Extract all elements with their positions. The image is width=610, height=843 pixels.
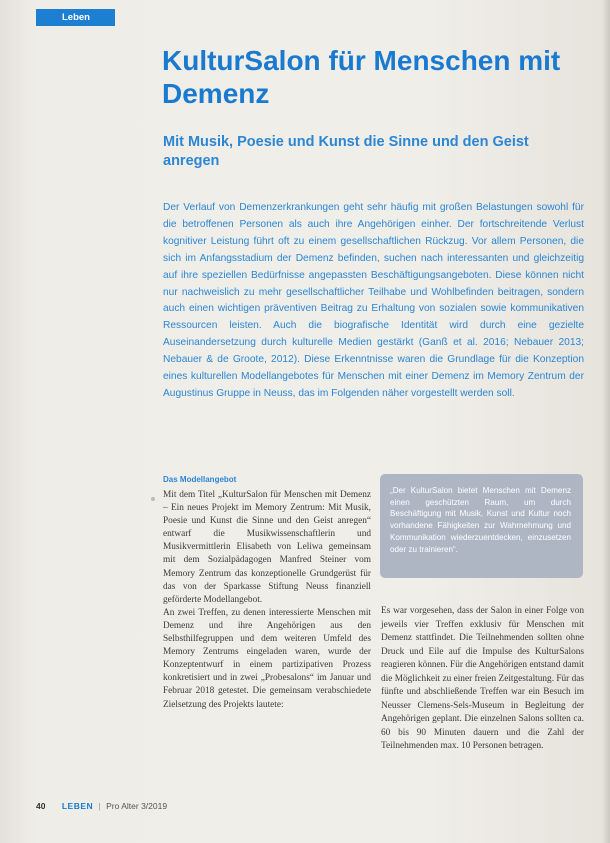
footer-brand: LEBEN [61,801,94,811]
article-subtitle: Mit Musik, Poesie und Kunst die Sinne und den Geist anregen [163,134,529,169]
right-column [381,605,584,754]
right-paragraph: Es war vorgesehen, dass der Salon in einer Folge von jeweils vier Treffen exklusiv für Menschen mit Demenz stattfindet. Die Teilnehmenden sollten ohne Druck und Eile auf die Impulse des KulturSalons reagieren können. Für die Angehörigen entstand damit die Möglichkeit zu einer freien Zeitgestaltung. Für das fünfte und abschließende Treffen war ein Besuch im Neusser Clemens-Sels-Museum in Begleitung der Angehörigen geplant. Die einzelnen Salons sollten ca. 60 bis 90 Minuten dauern und die Zahl der Teilnehmenden max. 10 Personen betragen. [381,606,584,751]
model-heading: Das Modellangebot [163,475,237,484]
left-paragraph: An zwei Treffen, zu denen interessierte Menschen mit Demenz und ihre Angehörigen aus den Selbsthilfegruppen und dem weiteren Umfeld des Memory Zentrums eingeladen waren, wurde der Konzeptentwurf in einem partizipativen Prozess konkretisiert und in zwei „Probesalons“ im Januar und Februar 2018 getestet. Die gemeinsam verabschiedete Zielsetzung des Projekts lautete: [163,607,371,710]
page-number: 40 [36,801,46,811]
section-tag: Leben [36,9,115,26]
footer-separator: | [98,801,101,811]
intro-paragraph: Der Verlauf von Demenzerkrankungen geht sehr häufig mit großen Belastungen sowohl für die betroffenen Personen als auch ihre Angehörigen einher. Der fortschreitende Verlust kognitiver Leistung führt oft zu einem gesellschaftlichen Rückzug. Vor allem Personen, die sich im Anfangsstadium der Demenz befinden, suchen nach interessanten und gleichzeitig auf ihre speziellen Bedürfnisse angepassten Beschäftigungsangeboten. Diese können nicht nur nachweislich zu mehr gesellschaftlicher Teilhabe und Wohlbefinden beitragen, sondern auch einen wichtigen präventiven Beitrag zu Erhaltung von sozialen sowie kommunikativen Ressourcen leisten. Auch die biografische Identität wird durch eine gezielte Auseinandersetzung durch kulturelle Medien gestärkt (Ganß et al. 2016; Nebauer 2013; Nebauer & de Groote, 2012). Diese Erkenntnisse waren die Grundlage für die Konzeption eines kulturellen Modellangebotes für Menschen mit einer Demenz im Memory Zentrum der Augustinus Gruppe in Neuss, das im Folgenden näher vorgestellt werden soll. [163,202,584,399]
article-title: KulturSalon für Menschen mit Demenz [162,45,561,109]
page-footer [36,801,167,811]
margin-mark [151,497,155,501]
left-column [163,489,371,712]
pull-quote: „Der KulturSalon bietet Menschen mit Demenz einen geschützten Raum, um durch Beschäftigung mit Musik, Kunst und Kultur noch vorhandene Fähigkeiten zur Wahrnehmung und Kommunikation wiederzuentdecken, einzusetzen oder zu trainieren“. [380,474,583,578]
left-paragraph: Mit dem Titel „KulturSalon für Menschen mit Demenz – Ein neues Projekt im Memory Zentrum: Mit Musik, Poesie und Kunst die Sinne und den Geist anregen“ entwarf die Musikwissenschaftlerin und Musikvermittlerin Elisabeth von Leliwa gemeinsam mit dem Sozialpädagogen Manfred Steiner vom Memory Zentrum das konzeptionelle Grundgerüst für das von der Sparkasse Stiftung Neuss finanziell geförderte Modellangebot. [163,490,371,605]
footer-issue: Pro Alter 3/2019 [106,801,168,811]
page-fold-shadow [602,0,610,843]
